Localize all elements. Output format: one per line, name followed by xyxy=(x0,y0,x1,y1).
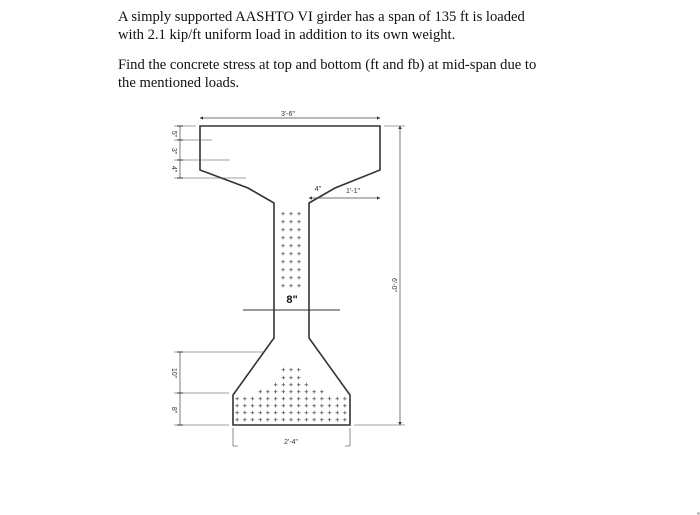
problem-line-1: A simply supported AASHTO VI girder has a span of 135 ft is loaded xyxy=(118,9,525,25)
strand-marker: + xyxy=(258,388,263,396)
strand-marker: + xyxy=(250,409,255,417)
strand-marker: + xyxy=(335,395,340,403)
problem-line-2: with 2.1 kip/ft uniform load in addition to its own weight. xyxy=(118,27,456,43)
top-dim-c-label: 4" xyxy=(170,165,177,173)
strand-marker: + xyxy=(288,374,294,382)
top-dim-b-label: 3" xyxy=(170,147,177,155)
question-line-2: the mentioned loads. xyxy=(118,75,240,91)
strand-marker: + xyxy=(273,388,278,396)
strand-marker: + xyxy=(273,409,278,417)
strand-marker: + xyxy=(250,416,255,424)
bottom-strand-pattern xyxy=(235,366,347,424)
strand-marker: + xyxy=(327,402,332,410)
strand-marker: + xyxy=(265,402,271,410)
strand-marker: + xyxy=(296,274,302,282)
strand-marker: + xyxy=(296,250,302,258)
strand-marker: + xyxy=(280,218,286,226)
strand-marker: + xyxy=(296,226,302,234)
strand-marker: + xyxy=(296,234,302,242)
strand-marker: + xyxy=(265,395,271,403)
strand-marker: + xyxy=(288,226,294,234)
strand-marker: + xyxy=(281,374,286,382)
strand-marker: + xyxy=(288,258,294,266)
strand-marker: + xyxy=(288,388,294,396)
strand-marker: + xyxy=(280,258,286,266)
strand-marker: + xyxy=(288,274,294,282)
strand-marker: + xyxy=(242,409,247,417)
bot-dim-b-label: 8" xyxy=(170,406,177,414)
strand-marker: + xyxy=(296,258,302,266)
strand-marker: + xyxy=(288,242,294,250)
strand-marker: + xyxy=(280,226,286,234)
strand-marker: + xyxy=(304,409,309,417)
strand-marker: + xyxy=(281,366,286,374)
strand-marker: + xyxy=(234,395,240,403)
strand-marker: + xyxy=(342,416,348,424)
strand-marker: + xyxy=(288,409,294,417)
strand-marker: + xyxy=(258,402,263,410)
strand-marker: + xyxy=(319,409,324,417)
strand-marker: + xyxy=(273,416,278,424)
strand-marker: + xyxy=(327,416,332,424)
strand-marker: + xyxy=(304,381,309,389)
strand-marker: + xyxy=(304,395,309,403)
top-width-label: 3'-6" xyxy=(281,111,295,118)
strand-marker: + xyxy=(273,381,278,389)
strand-marker: + xyxy=(280,282,286,290)
strand-marker: + xyxy=(281,381,286,389)
strand-marker: + xyxy=(288,416,294,424)
strand-marker: + xyxy=(288,366,294,374)
strand-marker: + xyxy=(311,395,317,403)
strand-marker: + xyxy=(296,409,301,417)
strand-marker: + xyxy=(296,218,302,226)
strand-marker: + xyxy=(250,402,255,410)
strand-marker: + xyxy=(327,409,332,417)
strand-marker: + xyxy=(296,374,301,382)
strand-marker: + xyxy=(258,395,263,403)
bot-dim-a-label: 10" xyxy=(170,367,177,379)
strand-marker: + xyxy=(296,242,302,250)
depth-label: 6'-0" xyxy=(390,278,397,292)
strand-marker: + xyxy=(280,234,286,242)
strand-marker: + xyxy=(296,366,301,374)
strand-marker: + xyxy=(319,388,324,396)
strand-marker: + xyxy=(288,210,294,218)
strand-marker: + xyxy=(242,416,247,424)
strand-marker: + xyxy=(265,416,271,424)
strand-marker: + xyxy=(234,409,240,417)
strand-marker: + xyxy=(296,395,301,403)
strand-marker: + xyxy=(296,266,302,274)
strand-marker: + xyxy=(280,250,286,258)
strand-marker: + xyxy=(342,402,348,410)
strand-marker: + xyxy=(304,402,309,410)
strand-marker: + xyxy=(296,210,302,218)
strand-marker: + xyxy=(280,266,286,274)
strand-marker: + xyxy=(281,416,286,424)
web-strand-pattern xyxy=(281,210,301,290)
strand-marker: + xyxy=(280,210,286,218)
bottom-width-label: 2'-4" xyxy=(284,439,298,446)
strand-marker: + xyxy=(281,388,286,396)
strand-marker: + xyxy=(280,274,286,282)
strand-marker: + xyxy=(281,402,286,410)
strand-marker: + xyxy=(342,395,348,403)
strand-marker: + xyxy=(311,402,317,410)
strand-marker: + xyxy=(288,250,294,258)
strand-marker: + xyxy=(258,416,263,424)
strand-marker: + xyxy=(288,381,294,389)
strand-marker: + xyxy=(234,402,240,410)
fillet-label: 4" xyxy=(314,186,322,193)
strand-marker: + xyxy=(335,402,340,410)
strand-marker: + xyxy=(273,395,278,403)
strand-marker: + xyxy=(311,416,317,424)
strand-marker: + xyxy=(280,242,286,250)
strand-marker: + xyxy=(273,402,278,410)
question-line-1: Find the concrete stress at top and bottom (ft and fb) at mid-span due to xyxy=(118,57,537,73)
strand-marker: + xyxy=(304,388,309,396)
strand-marker: + xyxy=(335,416,340,424)
strand-marker: + xyxy=(242,402,247,410)
strand-marker: + xyxy=(288,218,294,226)
strand-marker: + xyxy=(265,388,271,396)
strand-marker: + xyxy=(265,409,271,417)
strand-marker: + xyxy=(342,409,348,417)
strand-marker: + xyxy=(296,388,301,396)
strand-marker: + xyxy=(311,409,317,417)
strand-marker: + xyxy=(242,395,247,403)
strand-marker: + xyxy=(296,381,301,389)
strand-marker: + xyxy=(288,266,294,274)
strand-marker: + xyxy=(258,409,263,417)
strand-marker: + xyxy=(296,416,301,424)
strand-marker: + xyxy=(319,395,324,403)
web-thickness-label: 8" xyxy=(286,294,298,306)
strand-marker: + xyxy=(281,395,286,403)
strand-marker: + xyxy=(296,402,301,410)
strand-marker: + xyxy=(304,416,309,424)
strand-marker: + xyxy=(327,395,332,403)
strand-marker: + xyxy=(234,416,240,424)
strand-marker: + xyxy=(288,402,294,410)
strand-marker: + xyxy=(288,395,294,403)
top-dim-a-label: 5" xyxy=(170,130,177,138)
strand-marker: + xyxy=(288,282,294,290)
strand-marker: + xyxy=(296,282,302,290)
strand-marker: + xyxy=(288,234,294,242)
strand-marker: + xyxy=(335,409,340,417)
strand-marker: + xyxy=(281,409,286,417)
strand-marker: + xyxy=(250,395,255,403)
strand-marker: + xyxy=(311,388,317,396)
strand-marker: + xyxy=(319,416,324,424)
overhang-label: 1'-1" xyxy=(346,188,360,195)
strand-marker: + xyxy=(319,402,324,410)
